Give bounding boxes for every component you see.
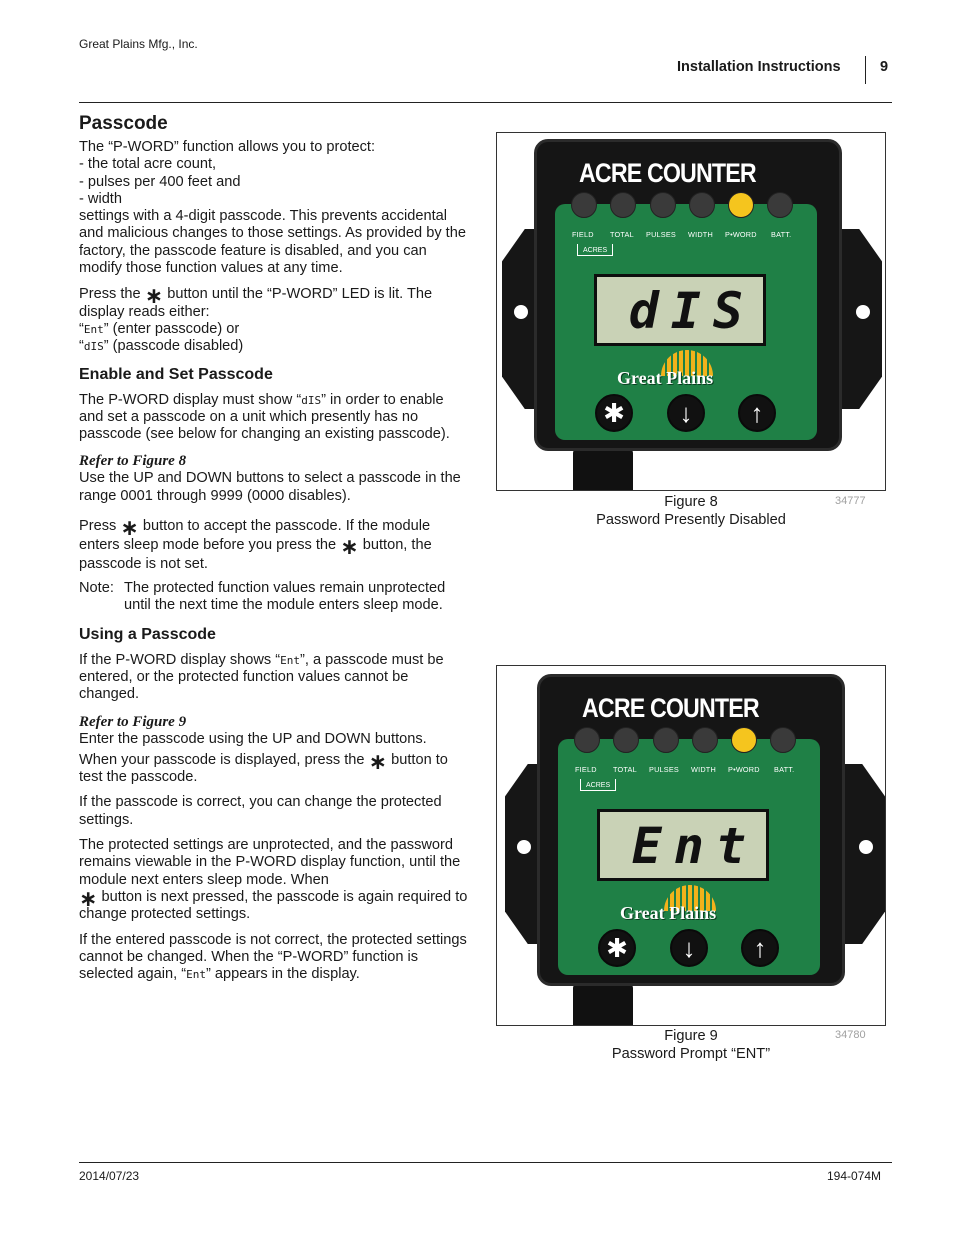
figure-reference: Refer to Figure 8 (79, 453, 187, 470)
text-run: When your passcode is displayed, press the (79, 751, 365, 768)
figure-code: 34780 (835, 1029, 866, 1041)
text-run: If the entered passcode is not correct, the protected settings cannot be changed. When the “P-WORD” function is selected again, “ (79, 931, 467, 983)
figure-caption-text: Password Presently Disabled (596, 511, 786, 528)
lcd-display (594, 274, 766, 346)
text-run: “ (79, 320, 84, 337)
led-batt (770, 727, 796, 753)
down-button[interactable]: ↓ (670, 929, 708, 967)
text-run: button until the “P-WORD” LED is lit. The display reads either: (79, 286, 433, 320)
acre-counter-device (534, 139, 842, 451)
led-total (610, 192, 636, 218)
footer-rule (79, 1162, 892, 1163)
star-button[interactable]: ✱ (598, 929, 636, 967)
led-width (689, 192, 715, 218)
asterisk-icon: ∗ (120, 515, 139, 541)
note-label: Note: (79, 580, 114, 597)
up-button[interactable]: ↑ (741, 929, 779, 967)
up-button[interactable]: ↑ (738, 394, 776, 432)
asterisk-icon: ∗ (144, 283, 164, 309)
label-pulses: PULSES (649, 765, 679, 774)
acres-bracket-label: ACRES (577, 244, 613, 256)
brand-logo-text: Great Plains (620, 903, 717, 923)
led-pulses (653, 727, 679, 753)
text-run: Press the (79, 286, 141, 303)
header-rule (79, 102, 892, 103)
display-code: dIS (301, 393, 322, 407)
led-width (692, 727, 718, 753)
label-pword: P•WORD (725, 230, 757, 239)
bracket-hole (859, 840, 873, 854)
figure-8-frame (496, 132, 886, 491)
label-field: FIELD (575, 765, 597, 774)
text-run: If the P-WORD display shows “ (79, 651, 281, 668)
text-run: ” in order to enable and set a passcode on a unit which presently has no passcode (see below for changing an existing passcode). (79, 391, 450, 443)
display-code: Ent (83, 322, 104, 336)
press-paragraph (79, 283, 469, 355)
led-pword (728, 192, 754, 218)
company-name: Great Plains Mfg., Inc. (79, 37, 198, 51)
header-separator (865, 56, 866, 84)
led-total (613, 727, 639, 753)
figure-caption-text: Password Prompt “ENT” (611, 1045, 771, 1062)
brand-logo-text: Great Plains (617, 368, 714, 388)
lcd-display (597, 809, 769, 881)
figure-code: 34777 (835, 495, 866, 507)
accept-paragraph (79, 517, 469, 574)
control-panel (558, 739, 820, 975)
asterisk-icon: ∗ (340, 534, 359, 560)
intro-lead: The “P-WORD” function allows you to protect: (79, 139, 376, 155)
select-paragraph: Use the UP and DOWN buttons to select a passcode in the range 0001 through 9999 (0000 disables). (79, 470, 461, 504)
intro-item: - width (79, 190, 122, 207)
intro-item: - the total acre count, (79, 156, 217, 173)
text-run: button to accept the passcode. If the module enters sleep mode before you press the (79, 518, 431, 554)
intro-item: - pulses per 400 feet and (79, 173, 241, 190)
using-heading: Using a Passcode (79, 625, 216, 643)
section-title: Installation Instructions (677, 59, 841, 75)
text-run: button to test the passcode. (79, 751, 448, 786)
device-title: ACRE COUNTER (582, 693, 759, 723)
label-batt: BATT. (771, 230, 792, 239)
incorrect-paragraph (79, 932, 469, 984)
down-button[interactable]: ↓ (667, 394, 705, 432)
intro-paragraph (79, 139, 469, 277)
figure-9-frame (496, 665, 886, 1026)
text-run: button is next pressed, the passcode is again required to change protected settings. (79, 888, 468, 923)
cable-connector (573, 449, 633, 491)
figure-9-caption (496, 1028, 886, 1063)
note-text: The protected function values remain unprotected until the next time the module enters sleep mode. (124, 580, 446, 614)
text-run: Press (79, 518, 117, 535)
acres-bracket-label: ACRES (580, 779, 616, 791)
label-pword: P•WORD (728, 765, 760, 774)
note (79, 580, 469, 615)
text-column (79, 112, 469, 989)
bracket-hole (517, 840, 531, 854)
bracket-hole (514, 305, 528, 319)
acre-counter-device (537, 674, 845, 986)
led-pword (731, 727, 757, 753)
label-pulses: PULSES (646, 230, 676, 239)
text-run: button, the passcode is not set. (79, 537, 432, 573)
figure-reference: Refer to Figure 9 (79, 713, 187, 730)
passcode-heading: Passcode (79, 113, 168, 134)
enable-heading: Enable and Set Passcode (79, 365, 273, 383)
led-field (574, 727, 600, 753)
label-width: WIDTH (688, 230, 713, 239)
label-field: FIELD (572, 230, 594, 239)
using-paragraph (79, 652, 469, 704)
lcd-readout: Ent (631, 817, 758, 875)
device-title: ACRE COUNTER (579, 158, 756, 188)
cable-connector (573, 984, 633, 1026)
text-run: “ (79, 338, 84, 355)
display-code: Ent (186, 968, 206, 982)
control-panel (555, 204, 817, 440)
led-batt (767, 192, 793, 218)
display-code: dIS (83, 340, 104, 354)
text-run: ” (passcode disabled) (103, 338, 244, 355)
display-code: Ent (280, 653, 300, 667)
text-run: ”, a passcode must be entered, or the protected function values cannot be changed. (79, 651, 444, 703)
label-batt: BATT. (774, 765, 795, 774)
text-run: The P-WORD display must show “ (79, 391, 302, 408)
text-run: ” (enter passcode) or (103, 320, 240, 337)
test-paragraph (79, 748, 469, 787)
asterisk-icon: ∗ (368, 748, 388, 774)
figure-8-caption (496, 494, 886, 529)
lcd-readout: dIS (628, 282, 755, 340)
star-button[interactable]: ✱ (595, 394, 633, 432)
bracket-hole (856, 305, 870, 319)
text-run: The protected settings are unprotected, and the password remains viewable in the P-WORD display function, until the module next enters sleep mode. When (79, 837, 461, 888)
figure-label: Figure 9 (664, 1028, 718, 1044)
label-width: WIDTH (691, 765, 716, 774)
led-field (571, 192, 597, 218)
asterisk-icon: ∗ (79, 885, 98, 911)
enable-paragraph (79, 392, 469, 444)
led-pulses (650, 192, 676, 218)
label-total: TOTAL (613, 765, 637, 774)
figure-label: Figure 8 (664, 494, 718, 510)
unprotected-paragraph (79, 837, 469, 923)
label-total: TOTAL (610, 230, 634, 239)
intro-rest: settings with a 4-digit passcode. This prevents accidental and malicious changes to those settings. As provided by the factory, the passcode feature is disabled, and you can modify those function values at any time. (79, 208, 466, 277)
enter-paragraph: Enter the passcode using the UP and DOWN buttons. (79, 730, 427, 747)
footer-doc-number: 194-074M (827, 1169, 882, 1183)
footer-date: 2014/07/23 (79, 1169, 140, 1183)
text-run: ” appears in the display. (205, 966, 360, 983)
page-number: 9 (880, 59, 889, 75)
correct-paragraph: If the passcode is correct, you can change the protected settings. (79, 794, 442, 828)
